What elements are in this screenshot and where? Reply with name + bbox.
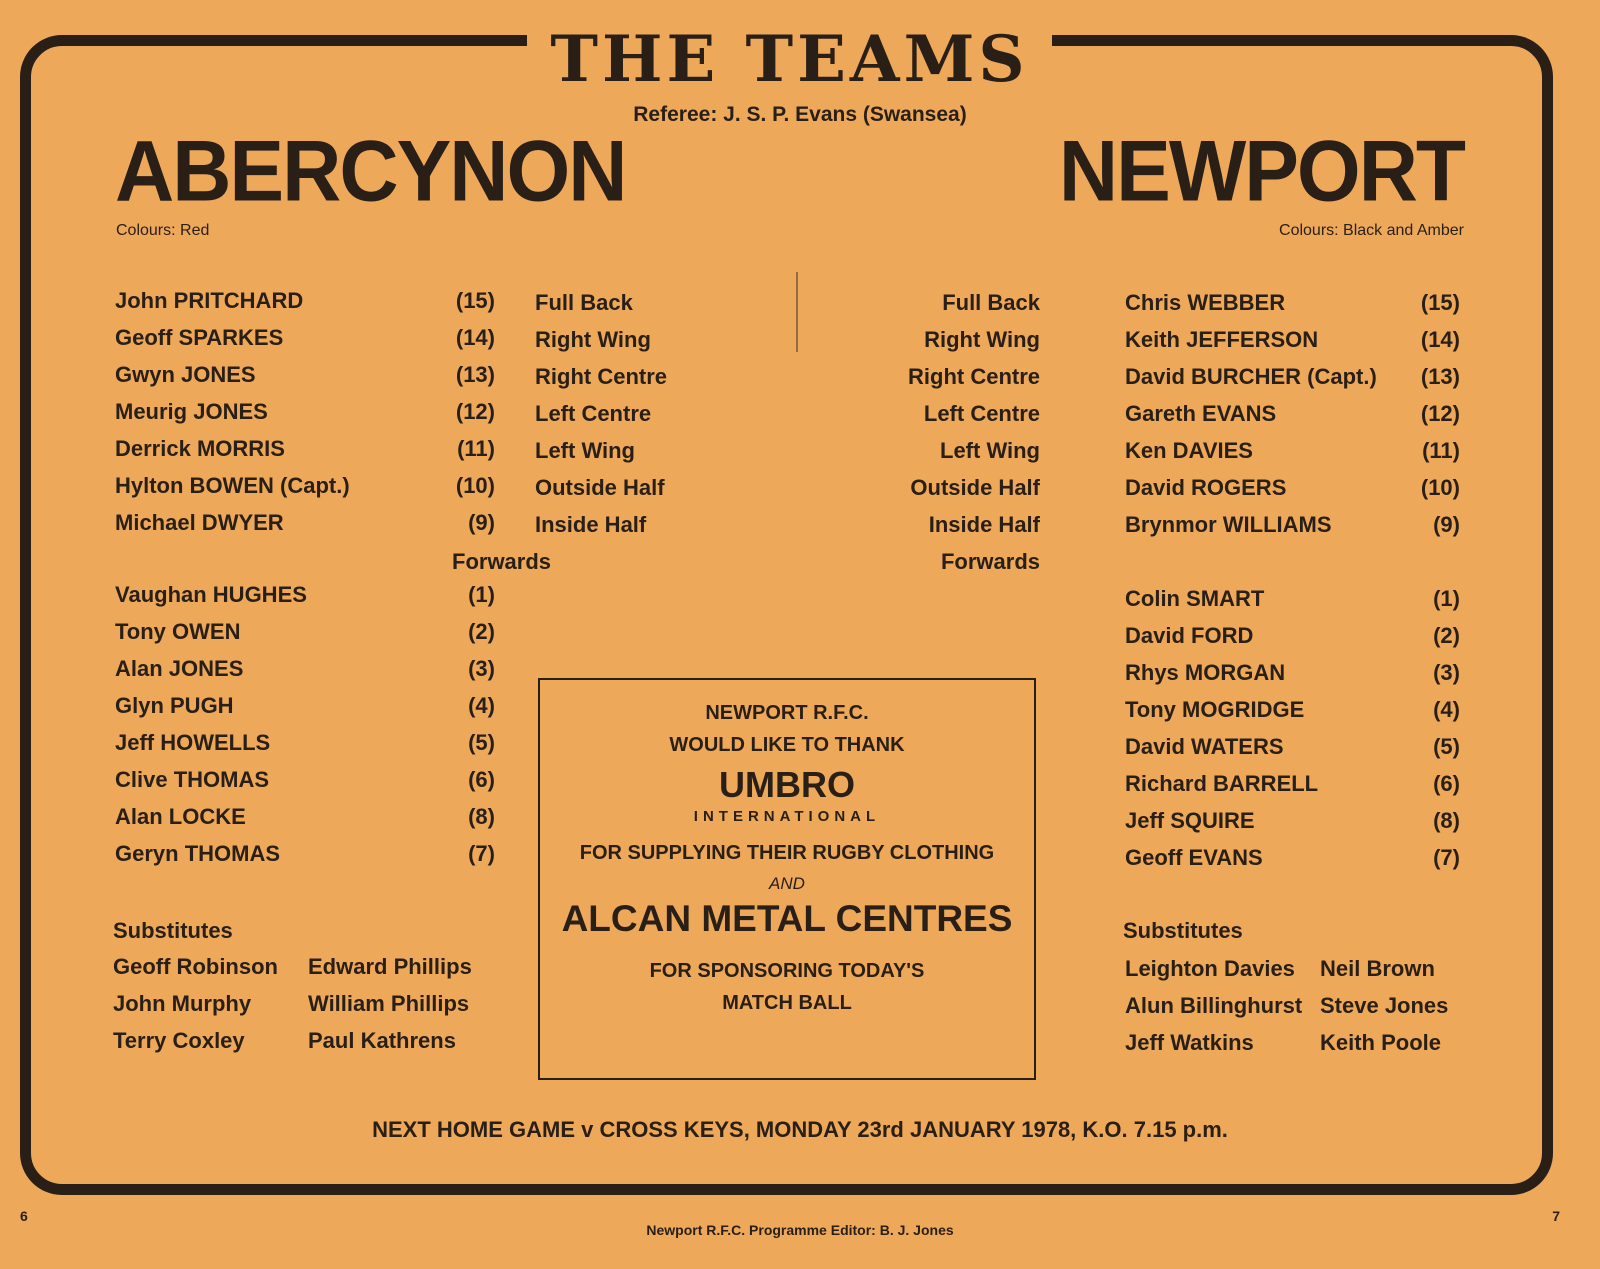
home-player-number: (7) [468,841,495,866]
away-substitute: Jeff Watkins [1125,1030,1254,1055]
home-position-label: Inside Half [535,512,647,537]
away-player-number: (13) [1420,364,1460,389]
home-player-name: Alan LOCKE [115,804,246,829]
home-substitute: John Murphy [113,991,252,1016]
home-player-name: Gwyn JONES [115,362,256,387]
ad-line-3: FOR SUPPLYING THEIR RUGBY CLOTHING [579,842,995,864]
referee-line: Referee: J. S. P. Evans (Swansea) [633,103,967,126]
home-substitutes-label: Substitutes [113,918,233,943]
home-player-name: Hylton BOWEN (Capt.) [115,473,350,498]
away-position-label: Right Centre [908,364,1040,389]
away-player-name: Rhys MORGAN [1125,660,1286,685]
away-player-name: Gareth EVANS [1125,401,1277,426]
away-player-number: (14) [1420,327,1460,352]
home-player-number: (12) [455,399,495,424]
home-player-number: (1) [468,582,495,607]
fold-crease [796,272,798,352]
home-player-number: (15) [455,288,495,313]
away-player-number: (10) [1420,475,1460,500]
next-home-game: NEXT HOME GAME v CROSS KEYS, MONDAY 23rd JANUARY 1978, K.O. 7.15 p.m. [372,1117,1228,1142]
home-substitute: Geoff Robinson [113,954,278,979]
page-number-right: 7 [1552,1208,1560,1224]
home-substitute: Terry Coxley [113,1028,245,1053]
away-substitute: Alun Billinghurst [1125,993,1303,1018]
home-position-label: Left Wing [535,438,635,463]
away-player-number: (6) [1433,771,1460,796]
ad-sponsor: ALCAN METAL CENTRES [561,898,1013,939]
home-player-name: Vaughan HUGHES [115,582,307,607]
away-substitutes-label: Substitutes [1123,918,1243,943]
away-player-name: David ROGERS [1125,475,1287,500]
home-player-number: (13) [455,362,495,387]
away-player-name: Tony MOGRIDGE [1125,697,1305,722]
away-player-name: Geoff EVANS [1125,845,1263,870]
away-player-number: (12) [1420,401,1460,426]
home-player-name: Clive THOMAS [115,767,270,792]
home-player-name: Jeff HOWELLS [115,730,271,755]
home-player-name: Derrick MORRIS [115,436,285,461]
away-position-label: Left Wing [940,438,1040,463]
away-team-name: NEWPORT [1058,123,1464,220]
away-player-number: (9) [1433,512,1460,537]
away-forwards-label: Forwards [940,549,1040,574]
away-position-label: Right Wing [924,327,1040,352]
home-player-name: Meurig JONES [115,399,268,424]
home-substitute: William Phillips [308,991,470,1016]
away-substitute: Keith Poole [1320,1030,1442,1055]
away-player-name: Jeff SQUIRE [1125,808,1255,833]
ad-line-5: MATCH BALL [722,992,852,1014]
away-player-number: (1) [1433,586,1460,611]
home-position-label: Outside Half [535,475,665,500]
home-colours: Colours: Red [116,222,210,239]
home-player-number: (11) [457,436,495,461]
away-position-label: Outside Half [910,475,1040,500]
home-player-number: (14) [455,325,495,350]
away-player-number: (5) [1433,734,1460,759]
away-position-label: Left Centre [923,401,1040,426]
home-position-label: Right Wing [535,327,651,352]
away-player-number: (4) [1433,697,1460,722]
ad-line-1: NEWPORT R.F.C. [705,702,869,724]
home-substitute: Edward Phillips [308,954,472,979]
away-player-number: (15) [1420,290,1460,315]
away-player-name: Colin SMART [1125,586,1265,611]
home-player-name: Geoff SPARKES [115,325,284,350]
away-substitute: Steve Jones [1320,993,1449,1018]
away-player-name: Richard BARRELL [1125,771,1319,796]
page-title: THE TEAMS [527,20,1052,100]
home-player-name: Glyn PUGH [115,693,234,718]
home-position-label: Left Centre [535,401,652,426]
home-player-number: (6) [468,767,495,792]
away-player-name: Ken DAVIES [1125,438,1253,463]
away-position-label: Inside Half [928,512,1040,537]
ad-and: AND [769,874,805,893]
home-substitute: Paul Kathrens [308,1028,456,1053]
away-player-number: (11) [1422,438,1460,463]
page-number-left: 6 [20,1208,28,1224]
programme-editor: Newport R.F.C. Programme Editor: B. J. Jones [646,1222,954,1238]
home-player-number: (8) [468,804,495,829]
home-player-number: (2) [468,619,495,644]
away-player-number: (3) [1433,660,1460,685]
home-player-number: (3) [468,656,495,681]
home-player-name: Geryn THOMAS [115,841,281,866]
home-player-name: Tony OWEN [115,619,241,644]
away-position-label: Full Back [942,290,1040,315]
away-player-name: Keith JEFFERSON [1125,327,1319,352]
ad-line-4: FOR SPONSORING TODAY'S [649,960,925,982]
away-colours: Colours: Black and Amber [1279,222,1464,239]
home-position-label: Full Back [535,290,633,315]
home-forwards-label: Forwards [452,549,552,574]
away-player-name: Chris WEBBER [1125,290,1286,315]
away-substitute: Leighton Davies [1125,956,1295,981]
home-player-name: John PRITCHARD [115,288,304,313]
away-player-name: Brynmor WILLIAMS [1125,512,1332,537]
home-player-name: Michael DWYER [115,510,284,535]
ad-brand-sub: INTERNATIONAL [693,808,881,825]
away-player-number: (7) [1433,845,1460,870]
ad-line-2: WOULD LIKE TO THANK [669,734,905,756]
away-player-name: David WATERS [1125,734,1284,759]
home-player-number: (4) [468,693,495,718]
home-player-name: Alan JONES [115,656,244,681]
home-team-name: ABERCYNON [115,123,626,220]
sponsor-box [538,678,1036,1080]
ad-brand: UMBRO [719,764,855,805]
home-player-number: (9) [468,510,495,535]
away-substitute: Neil Brown [1320,956,1435,981]
home-player-number: (10) [455,473,495,498]
home-position-label: Right Centre [535,364,667,389]
home-player-number: (5) [468,730,495,755]
away-player-name: David FORD [1125,623,1254,648]
away-player-number: (2) [1433,623,1460,648]
away-player-name: David BURCHER (Capt.) [1125,364,1377,389]
away-player-number: (8) [1433,808,1460,833]
